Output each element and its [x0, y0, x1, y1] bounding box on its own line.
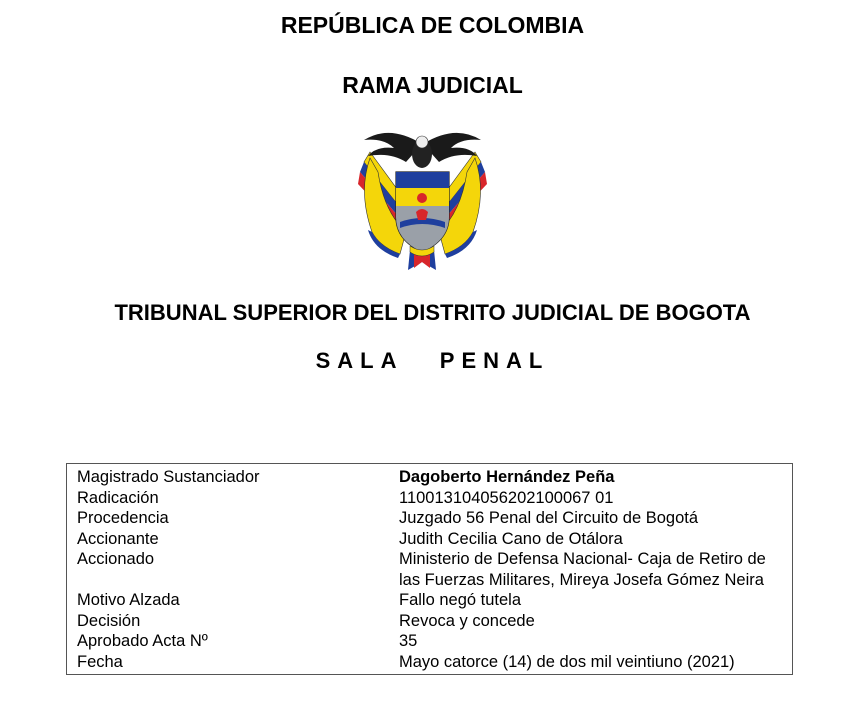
colombia-coat-of-arms-icon: [350, 122, 495, 272]
decision-label: Decisión: [77, 611, 141, 630]
defendant-label: Accionado: [77, 550, 155, 568]
minutes-label: Aprobado Acta Nº: [77, 632, 208, 650]
case-info-row: [67, 590, 792, 611]
chamber-heading: SALA PENAL: [315, 348, 550, 373]
case-info-row: [67, 529, 792, 550]
branch-heading: RAMA JUDICIAL: [342, 72, 523, 98]
case-info-row: [67, 508, 792, 529]
case-info-row: [67, 488, 792, 509]
case-info-row: [67, 652, 792, 673]
case-info-row: [67, 631, 792, 652]
case-info-row: [67, 549, 792, 590]
minutes-value: 35: [399, 632, 418, 650]
filing-number-value: 110013104056202100067 01: [399, 488, 614, 507]
date-label: Fecha: [77, 652, 123, 671]
origin-label: Procedencia: [77, 509, 169, 527]
appeal-reason-label: Motivo Alzada: [77, 591, 180, 609]
defendant-value: Ministerio de Defensa Nacional- Caja de Retiro de las Fuerzas Militares, Mireya Josefa Gómez Neira: [399, 550, 766, 589]
appeal-reason-value: Fallo negó tutela: [399, 591, 522, 609]
origin-value: Juzgado 56 Penal del Circuito de Bogotá: [399, 509, 699, 527]
case-info-row: [67, 467, 792, 488]
court-heading: TRIBUNAL SUPERIOR DEL DISTRITO JUDICIAL DE BOGOTA: [114, 300, 751, 325]
case-info-table: [66, 463, 793, 675]
magistrate-value: Dagoberto Hernández Peña: [399, 468, 615, 486]
case-info-row: [67, 611, 792, 632]
filing-number-label: Radicación: [77, 488, 159, 507]
country-heading: REPÚBLICA DE COLOMBIA: [280, 12, 585, 38]
plaintiff-value: Judith Cecilia Cano de Otálora: [399, 529, 623, 548]
date-value: Mayo catorce (14) de dos mil veintiuno (2021): [399, 652, 735, 671]
decision-value: Revoca y concede: [399, 611, 535, 630]
plaintiff-label: Accionante: [77, 529, 159, 548]
magistrate-label: Magistrado Sustanciador: [77, 468, 260, 486]
